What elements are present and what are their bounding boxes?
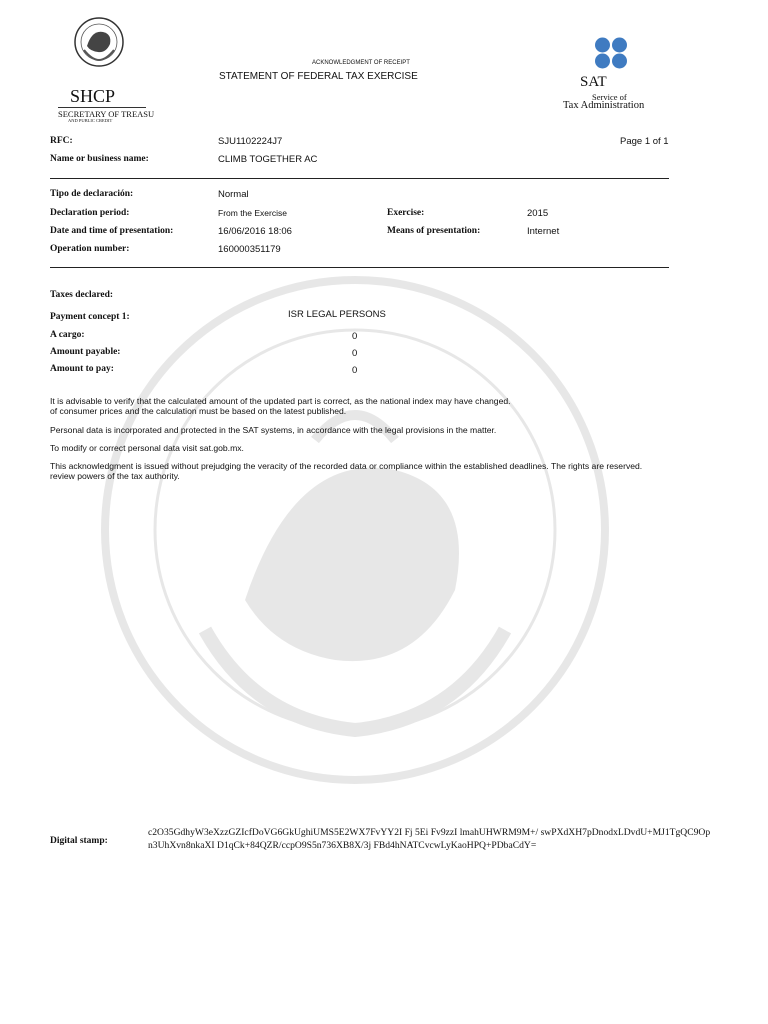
operation-value: 160000351179 xyxy=(218,244,281,255)
means-label: Means of presentation: xyxy=(387,226,481,236)
sat-logo-line2: Tax Administration xyxy=(563,100,645,111)
means-value: Internet xyxy=(527,226,560,237)
a-cargo-value: 0 xyxy=(352,331,358,342)
sat-logo-line1: Service of xyxy=(592,92,627,102)
note-acknowledgment-2: review powers of the tax authority. xyxy=(50,471,180,481)
note-update-2: of consumer prices and the calculation must be based on the latest published. xyxy=(50,406,347,416)
payment-concept-value: ISR LEGAL PERSONS xyxy=(288,309,386,320)
taxes-declared-label: Taxes declared: xyxy=(50,290,114,300)
rfc-label: RFC: xyxy=(50,136,73,146)
declaration-period-label: Declaration period: xyxy=(50,208,130,218)
shcp-seal-icon xyxy=(70,16,128,68)
declaration-type-label: Tipo de declaración: xyxy=(50,189,134,199)
operation-label: Operation number: xyxy=(50,244,130,254)
note-acknowledgment-1: This acknowledgment is issued without prejudging the veracity of the recorded data or compliance within the established deadlines. The rights are reserved. xyxy=(50,461,643,471)
exercise-value: 2015 xyxy=(527,208,549,219)
ack-label: ACKNOWLEDGMENT OF RECEIPT xyxy=(312,60,410,66)
sat-logo-icon xyxy=(594,37,628,69)
exercise-label: Exercise: xyxy=(387,208,425,218)
shcp-logo-line2: AND PUBLIC CREDIT xyxy=(68,118,113,123)
datetime-label: Date and time of presentation: xyxy=(50,226,174,236)
divider-top xyxy=(50,178,669,179)
name-value: CLIMB TOGETHER AC xyxy=(218,154,318,165)
payment-concept-label: Payment concept 1: xyxy=(50,312,130,322)
shcp-logo-line1: SECRETARY OF TREASU xyxy=(58,109,155,119)
amount-to-pay-value: 0 xyxy=(352,365,358,376)
digital-stamp-label: Digital stamp: xyxy=(50,836,108,846)
name-label: Name or business name: xyxy=(50,154,149,164)
datetime-value: 16/06/2016 18:06 xyxy=(218,226,292,237)
shcp-divider xyxy=(58,107,146,108)
declaration-type-value: Normal xyxy=(218,189,249,200)
sat-logo-name: SAT xyxy=(580,74,607,90)
amount-payable-value: 0 xyxy=(352,348,358,359)
amount-to-pay-label: Amount to pay: xyxy=(50,364,114,374)
note-update-1: It is advisable to verify that the calculated amount of the updated part is correct, as the national index may have changed. xyxy=(50,396,511,406)
document-title: STATEMENT OF FEDERAL TAX EXERCISE xyxy=(219,71,418,82)
digital-stamp-line2: n3UhXvn8nkaXI D1qCk+84QZR/ccpO9S5n736XB8X/3j FBd4hNATCvcwLyKaoHPQ+PDbaCdY= xyxy=(148,840,537,851)
note-modify-data: To modify or correct personal data visit sat.gob.mx. xyxy=(50,443,244,453)
a-cargo-label: A cargo: xyxy=(50,330,85,340)
shcp-logo-name: SHCP xyxy=(70,86,116,106)
rfc-value: SJU1102224J7 xyxy=(218,136,283,147)
digital-stamp-line1: c2O35GdhyW3eXzzGZIcfDoVG6GkUghiUMS5E2WX7FvYY2I Fj 5Ei Fv9zzI lmahUHWRM9M+/ swPXdXH7pDnodxLDvdU+MJ1TgQC9Op xyxy=(148,827,711,838)
page-indicator: Page 1 of 1 xyxy=(620,136,669,147)
amount-payable-label: Amount payable: xyxy=(50,347,121,357)
note-personal-data: Personal data is incorporated and protected in the SAT systems, in accordance with the legal provisions in the matter. xyxy=(50,425,497,435)
declaration-period-value: From the Exercise xyxy=(218,208,287,218)
divider-middle xyxy=(50,267,669,268)
